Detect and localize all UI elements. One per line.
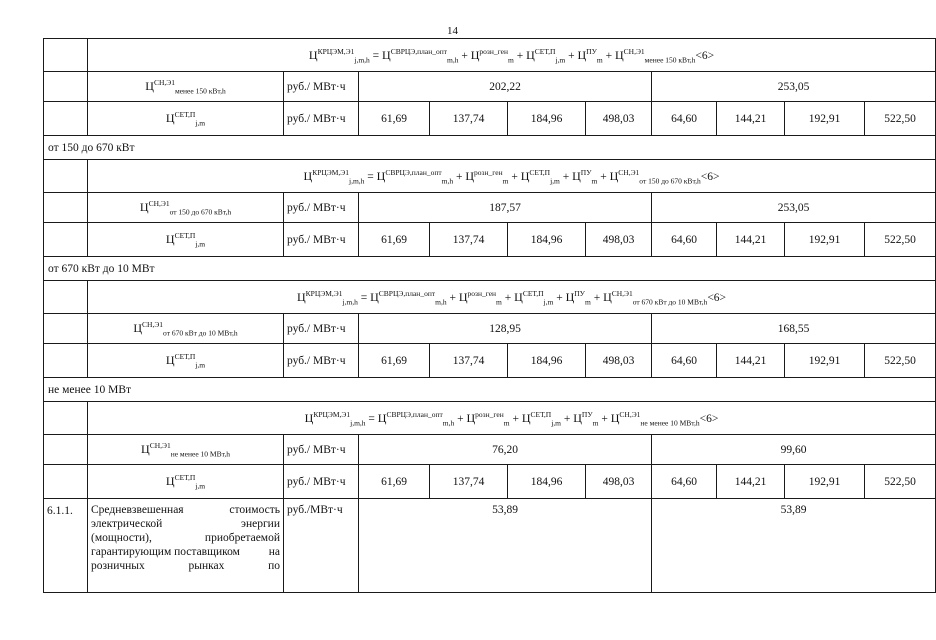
item-number: 6.1.1. bbox=[44, 499, 88, 593]
formula-term-network-sub: j,m bbox=[555, 54, 566, 64]
sales-markup-label bbox=[88, 193, 284, 223]
formula-term-retail-gen-letter: Ц bbox=[470, 47, 480, 62]
section-heading: от 150 до 670 кВт bbox=[44, 136, 936, 160]
formula-lhs-sub: j,m,h bbox=[350, 417, 366, 427]
blank-cell bbox=[44, 344, 88, 378]
value-cell: 184,96 bbox=[508, 102, 586, 136]
value-cell: 522,50 bbox=[865, 223, 936, 257]
network-tariff-row bbox=[44, 465, 936, 499]
formula-lhs-sup: КРЦЭМ,Э1 bbox=[305, 288, 343, 298]
formula-term-wholesale bbox=[370, 290, 446, 304]
formula-term-network-sup: СЕТ,П bbox=[534, 46, 556, 56]
sales-markup-label bbox=[88, 435, 284, 465]
formula-term-sales-sup: СН,Э1 bbox=[619, 409, 641, 419]
network-tariff-symbol-sup: СЕТ,П bbox=[174, 110, 196, 119]
formula-term-services bbox=[566, 290, 591, 304]
units-cell: руб./ МВт·ч bbox=[284, 314, 359, 344]
value-cell: 137,74 bbox=[430, 465, 508, 499]
formula-term-services bbox=[572, 169, 597, 183]
formula-row bbox=[44, 281, 936, 314]
formula-term-services-sup: ПУ bbox=[574, 288, 585, 298]
formula-term-services-letter: Ц bbox=[573, 410, 582, 425]
formula-term-retail-gen bbox=[471, 48, 514, 62]
sales-markup-label bbox=[88, 314, 284, 344]
value-cell: 64,60 bbox=[652, 344, 717, 378]
sales-markup-row bbox=[44, 193, 936, 223]
units-cell: руб./ МВт·ч bbox=[284, 193, 359, 223]
value-cell: 61,69 bbox=[359, 102, 430, 136]
formula-equals: = bbox=[369, 49, 383, 62]
formula-plus: + bbox=[602, 49, 615, 62]
formula-term-network bbox=[526, 48, 565, 62]
sales-markup-symbol bbox=[145, 78, 226, 96]
blank-cell bbox=[44, 39, 88, 72]
sales-markup-symbol-letter: Ц bbox=[139, 200, 149, 214]
sales-markup-symbol-sub: не менее 10 МВт,h bbox=[170, 449, 230, 459]
formula-term-retail-gen-sup: розн_ген bbox=[475, 409, 504, 419]
blank-cell bbox=[44, 102, 88, 136]
formula-lhs-sup: КРЦЭМ,Э1 bbox=[312, 167, 349, 177]
formula-term-sales-letter: Ц bbox=[609, 168, 619, 183]
formula-lhs-sup: КРЦЭМ,Э1 bbox=[313, 409, 351, 419]
sales-markup-symbol-letter: Ц bbox=[141, 442, 150, 456]
formula-term-network-sup: СЕТ,П bbox=[530, 409, 552, 419]
formula-plus: + bbox=[561, 412, 574, 425]
value-cell: 137,74 bbox=[430, 223, 508, 257]
formula-term-services bbox=[573, 411, 598, 425]
description-line bbox=[91, 503, 280, 517]
value-cell: 144,21 bbox=[717, 344, 785, 378]
formula-term-retail-gen-sup: розн_ген bbox=[479, 46, 508, 56]
formula-equals: = bbox=[357, 291, 371, 304]
formula-plus: + bbox=[458, 49, 471, 62]
units-cell: руб./МВт·ч bbox=[284, 499, 359, 593]
value-cell: 53,89 bbox=[359, 499, 652, 593]
network-tariff-row bbox=[44, 102, 936, 136]
formula-term-wholesale-sup: СВРЦЭ,план_опт bbox=[385, 167, 442, 177]
formula-term-retail-gen-letter: Ц bbox=[458, 289, 468, 304]
formula-equals: = bbox=[364, 170, 377, 183]
network-tariff-symbol-letter: Ц bbox=[165, 111, 175, 125]
description-word: приобретаемой bbox=[204, 532, 280, 544]
blank-cell bbox=[44, 223, 88, 257]
formula-term-wholesale-letter: Ц bbox=[382, 47, 391, 62]
formula-term-wholesale-sup: СВРЦЭ,план_опт bbox=[390, 46, 448, 56]
formula-term-wholesale-letter: Ц bbox=[377, 410, 387, 425]
network-tariff-symbol bbox=[165, 473, 206, 491]
formula-term-sales-sub: от 670 кВт до 10 МВт,h bbox=[632, 296, 708, 306]
network-tariff-symbol-sub: j,m bbox=[195, 239, 206, 249]
value-cell: 498,03 bbox=[586, 465, 652, 499]
formula-note-ref: <6> bbox=[695, 49, 715, 62]
value-cell: 144,21 bbox=[717, 223, 785, 257]
value-cell: 253,05 bbox=[652, 193, 936, 223]
formula-plus: + bbox=[565, 49, 578, 62]
units-cell: руб./ МВт·ч bbox=[284, 102, 359, 136]
units-cell: руб./ МВт·ч bbox=[284, 344, 359, 378]
formula-term-sales-sup: СН,Э1 bbox=[623, 46, 645, 56]
description-word: по bbox=[268, 560, 280, 572]
network-tariff-row bbox=[44, 223, 936, 257]
network-tariff-symbol bbox=[165, 352, 206, 370]
description-word: энергии bbox=[241, 518, 280, 530]
formula-term-sales-sub: от 150 до 670 кВт,h bbox=[639, 175, 701, 185]
description-line bbox=[91, 517, 280, 531]
formula-term-sales bbox=[615, 48, 695, 62]
value-cell: 184,96 bbox=[508, 465, 586, 499]
blank-cell bbox=[44, 193, 88, 223]
formula-plus: + bbox=[508, 170, 521, 183]
formula-row bbox=[44, 402, 936, 435]
formula-term-network-sup: СЕТ,П bbox=[522, 288, 544, 298]
value-cell: 137,74 bbox=[430, 102, 508, 136]
formula-plus: + bbox=[446, 291, 459, 304]
formula-lhs-letter: Ц bbox=[308, 47, 318, 62]
formula-plus: + bbox=[501, 291, 515, 304]
value-cell: 168,55 bbox=[652, 314, 936, 344]
formula-term-wholesale bbox=[382, 48, 458, 62]
value-cell: 192,91 bbox=[785, 465, 865, 499]
description-word: розничных bbox=[91, 560, 145, 572]
blank-cell bbox=[44, 281, 88, 314]
value-cell: 498,03 bbox=[586, 102, 652, 136]
description-word: стоимость bbox=[229, 504, 280, 516]
formula-term-services-sub: m bbox=[596, 54, 603, 64]
blank-cell bbox=[44, 465, 88, 499]
network-tariff-symbol-sup: СЕТ,П bbox=[174, 473, 196, 482]
formula-term-network-sub: j,m bbox=[543, 296, 554, 306]
value-cell: 202,22 bbox=[359, 72, 652, 102]
formula-term-retail-gen-sub: m bbox=[507, 54, 514, 64]
value-cell: 522,50 bbox=[865, 465, 936, 499]
formula-note-ref: <6> bbox=[699, 412, 719, 425]
formula-note-ref: <6> bbox=[700, 170, 720, 183]
formula-term-wholesale-sub: m,h bbox=[435, 296, 447, 306]
value-cell: 64,60 bbox=[652, 102, 717, 136]
formula-term-wholesale bbox=[378, 411, 454, 425]
formula-term-sales bbox=[610, 169, 701, 183]
network-tariff-label bbox=[88, 465, 284, 499]
sales-markup-row bbox=[44, 435, 936, 465]
formula-term-retail-gen bbox=[467, 411, 510, 425]
network-tariff-symbol-letter: Ц bbox=[165, 474, 175, 488]
description-word: на bbox=[268, 546, 280, 558]
formula-cell bbox=[88, 39, 936, 72]
formula-term-services bbox=[578, 48, 603, 62]
units-cell: руб./ МВт·ч bbox=[284, 435, 359, 465]
formula-lhs-sub: j,m,h bbox=[354, 54, 370, 64]
description-word: гарантирующим поставщиком bbox=[91, 546, 240, 558]
formula-term-network-letter: Ц bbox=[514, 289, 523, 304]
formula-plus: + bbox=[553, 291, 566, 304]
formula-term-retail-gen bbox=[465, 169, 508, 183]
section-heading-row bbox=[44, 378, 936, 402]
formula-term-sales bbox=[611, 411, 700, 425]
sales-markup-label bbox=[88, 72, 284, 102]
section-heading-row bbox=[44, 136, 936, 160]
formula-term-services-letter: Ц bbox=[565, 289, 575, 304]
formula-term-sales-letter: Ц bbox=[603, 289, 612, 304]
item-description bbox=[88, 499, 284, 593]
formula-term-sales-letter: Ц bbox=[610, 410, 620, 425]
tariff-table bbox=[43, 38, 936, 593]
formula-term-services-sup: ПУ bbox=[580, 167, 592, 177]
blank-cell bbox=[44, 435, 88, 465]
formula-term-network-sub: j,m bbox=[550, 175, 560, 185]
units-cell: руб./ МВт·ч bbox=[284, 223, 359, 257]
formula-term-network-letter: Ц bbox=[526, 47, 535, 62]
value-cell: 498,03 bbox=[586, 223, 652, 257]
description-word: Средневзвешенная bbox=[91, 504, 184, 516]
formula-term-network-sub: j,m bbox=[551, 417, 561, 427]
blank-cell bbox=[44, 72, 88, 102]
formula-term-services-sub: m bbox=[591, 175, 598, 185]
formula-plus: + bbox=[453, 170, 466, 183]
value-cell: 498,03 bbox=[586, 344, 652, 378]
formula-lhs-letter: Ц bbox=[304, 410, 314, 425]
sales-markup-symbol bbox=[133, 320, 238, 338]
formula-term-wholesale-sup: СВРЦЭ,план_опт bbox=[386, 409, 443, 419]
formula-lhs bbox=[305, 411, 366, 425]
page-number: 14 bbox=[447, 25, 458, 37]
network-tariff-symbol-letter: Ц bbox=[165, 232, 175, 246]
network-tariff-symbol-sub: j,m bbox=[195, 360, 206, 370]
value-cell: 144,21 bbox=[717, 102, 785, 136]
formula-term-services-sub: m bbox=[584, 296, 591, 306]
formula-term-sales-sup: СН,Э1 bbox=[618, 167, 640, 177]
formula-term-retail-gen-sub: m bbox=[496, 296, 502, 306]
sales-markup-symbol-letter: Ц bbox=[145, 79, 154, 93]
formula-cell bbox=[88, 160, 936, 193]
formula-cell bbox=[88, 281, 936, 314]
description-line bbox=[91, 545, 280, 559]
value-cell: 184,96 bbox=[508, 344, 586, 378]
formula-plus: + bbox=[454, 412, 467, 425]
value-cell: 192,91 bbox=[785, 102, 865, 136]
formula-term-retail-gen bbox=[459, 290, 502, 304]
value-cell: 99,60 bbox=[652, 435, 936, 465]
value-cell: 144,21 bbox=[717, 465, 785, 499]
sales-markup-symbol-sup: СН,Э1 bbox=[149, 441, 171, 450]
formula-row bbox=[44, 39, 936, 72]
formula-term-retail-gen-letter: Ц bbox=[466, 410, 476, 425]
formula-term-network-letter: Ц bbox=[521, 410, 531, 425]
formula-lhs bbox=[309, 48, 370, 62]
formula-term-retail-gen-sub: m bbox=[503, 417, 510, 427]
sales-markup-row bbox=[44, 314, 936, 344]
value-cell: 61,69 bbox=[359, 465, 430, 499]
sales-markup-symbol-sub: от 670 кВт до 10 МВт,h bbox=[163, 328, 238, 338]
value-cell: 64,60 bbox=[652, 465, 717, 499]
formula-term-wholesale-letter: Ц bbox=[376, 168, 386, 183]
network-tariff-label bbox=[88, 102, 284, 136]
formula-lhs-sub: j,m,h bbox=[349, 175, 365, 185]
formula-term-network bbox=[514, 290, 553, 304]
formula-term-network bbox=[522, 411, 561, 425]
network-tariff-label bbox=[88, 223, 284, 257]
description-word: рынках bbox=[188, 560, 225, 572]
units-cell: руб./ МВт·ч bbox=[284, 465, 359, 499]
value-cell: 128,95 bbox=[359, 314, 652, 344]
network-tariff-symbol bbox=[165, 110, 206, 128]
units-cell: руб./ МВт·ч bbox=[284, 72, 359, 102]
value-cell: 253,05 bbox=[652, 72, 936, 102]
formula-term-wholesale-letter: Ц bbox=[370, 289, 379, 304]
blank-cell bbox=[44, 314, 88, 344]
value-cell: 76,20 bbox=[359, 435, 652, 465]
network-tariff-label bbox=[88, 344, 284, 378]
sales-markup-symbol bbox=[139, 199, 232, 217]
value-cell: 192,91 bbox=[785, 344, 865, 378]
description-word: электрической bbox=[91, 518, 163, 530]
formula-term-retail-gen-letter: Ц bbox=[465, 168, 475, 183]
sales-markup-row bbox=[44, 72, 936, 102]
formula-lhs-sub: j,m,h bbox=[342, 296, 358, 306]
formula-term-wholesale-sub: m,h bbox=[442, 417, 455, 427]
network-tariff-symbol-sub: j,m bbox=[195, 481, 206, 491]
network-tariff-symbol bbox=[165, 231, 206, 249]
sales-markup-symbol-sup: СН,Э1 bbox=[142, 320, 164, 329]
network-tariff-symbol-sup: СЕТ,П bbox=[174, 352, 196, 361]
formula-term-wholesale-sup: СВРЦЭ,план_опт bbox=[378, 288, 436, 298]
value-cell: 522,50 bbox=[865, 102, 936, 136]
formula-lhs-letter: Ц bbox=[296, 289, 306, 304]
blank-cell bbox=[44, 402, 88, 435]
network-tariff-row bbox=[44, 344, 936, 378]
description-word: (мощности), bbox=[91, 532, 152, 544]
formula-term-wholesale-sub: m,h bbox=[441, 175, 454, 185]
formula-lhs bbox=[297, 290, 358, 304]
network-tariff-symbol-sub: j,m bbox=[195, 118, 206, 128]
value-cell: 522,50 bbox=[865, 344, 936, 378]
sales-markup-symbol-sup: СН,Э1 bbox=[153, 78, 175, 87]
formula-term-sales-sub: менее 150 кВт,h bbox=[644, 54, 696, 64]
formula-plus: + bbox=[513, 49, 527, 62]
formula-note-ref: <6> bbox=[707, 291, 727, 304]
formula-plus: + bbox=[590, 291, 604, 304]
value-cell: 64,60 bbox=[652, 223, 717, 257]
section-heading: не менее 10 МВт bbox=[44, 378, 936, 402]
sales-markup-symbol-sup: СН,Э1 bbox=[148, 199, 170, 208]
formula-term-services-letter: Ц bbox=[572, 168, 581, 183]
formula-term-network bbox=[521, 169, 560, 183]
blank-cell bbox=[44, 160, 88, 193]
description-line bbox=[91, 531, 280, 545]
sales-markup-symbol-sub: от 150 до 670 кВт,h bbox=[169, 207, 232, 217]
value-cell: 61,69 bbox=[359, 344, 430, 378]
formula-plus: + bbox=[509, 412, 522, 425]
item-6-1-1-row bbox=[44, 499, 936, 593]
formula-term-sales-sup: СН,Э1 bbox=[611, 288, 633, 298]
formula-equals: = bbox=[365, 412, 378, 425]
formula-term-sales bbox=[603, 290, 707, 304]
sales-markup-symbol-letter: Ц bbox=[133, 321, 143, 335]
section-heading-row bbox=[44, 257, 936, 281]
table-body bbox=[44, 39, 936, 593]
formula-term-retail-gen-sup: розн_ген bbox=[474, 167, 503, 177]
formula-term-retail-gen-sub: m bbox=[502, 175, 509, 185]
formula-term-network-sup: СЕТ,П bbox=[529, 167, 551, 177]
sales-markup-symbol-sub: менее 150 кВт,h bbox=[174, 86, 226, 96]
formula-plus: + bbox=[559, 170, 573, 183]
sales-markup-symbol bbox=[141, 441, 230, 459]
formula-lhs-letter: Ц bbox=[303, 168, 313, 183]
formula-term-wholesale bbox=[377, 169, 453, 183]
formula-plus: + bbox=[598, 412, 611, 425]
network-tariff-symbol-sup: СЕТ,П bbox=[174, 231, 196, 240]
formula-term-network-letter: Ц bbox=[520, 168, 530, 183]
formula-term-services-sup: ПУ bbox=[586, 46, 597, 56]
value-cell: 187,57 bbox=[359, 193, 652, 223]
formula-term-sales-letter: Ц bbox=[615, 47, 624, 62]
network-tariff-symbol-letter: Ц bbox=[165, 353, 175, 367]
formula-row bbox=[44, 160, 936, 193]
formula-term-wholesale-sub: m,h bbox=[447, 54, 459, 64]
formula-cell bbox=[88, 402, 936, 435]
value-cell: 137,74 bbox=[430, 344, 508, 378]
value-cell: 53,89 bbox=[652, 499, 936, 593]
section-heading: от 670 кВт до 10 МВт bbox=[44, 257, 936, 281]
formula-term-services-sub: m bbox=[592, 417, 599, 427]
value-cell: 184,96 bbox=[508, 223, 586, 257]
value-cell: 192,91 bbox=[785, 223, 865, 257]
formula-term-services-letter: Ц bbox=[577, 47, 587, 62]
formula-term-services-sup: ПУ bbox=[581, 409, 593, 419]
value-cell: 61,69 bbox=[359, 223, 430, 257]
formula-lhs-sup: КРЦЭМ,Э1 bbox=[317, 46, 355, 56]
formula-term-sales-sub: не менее 10 МВт,h bbox=[640, 417, 700, 427]
formula-term-retail-gen-sup: розн_ген bbox=[467, 288, 497, 298]
formula-plus: + bbox=[597, 170, 610, 183]
formula-lhs bbox=[304, 169, 365, 183]
description-line bbox=[91, 559, 280, 573]
